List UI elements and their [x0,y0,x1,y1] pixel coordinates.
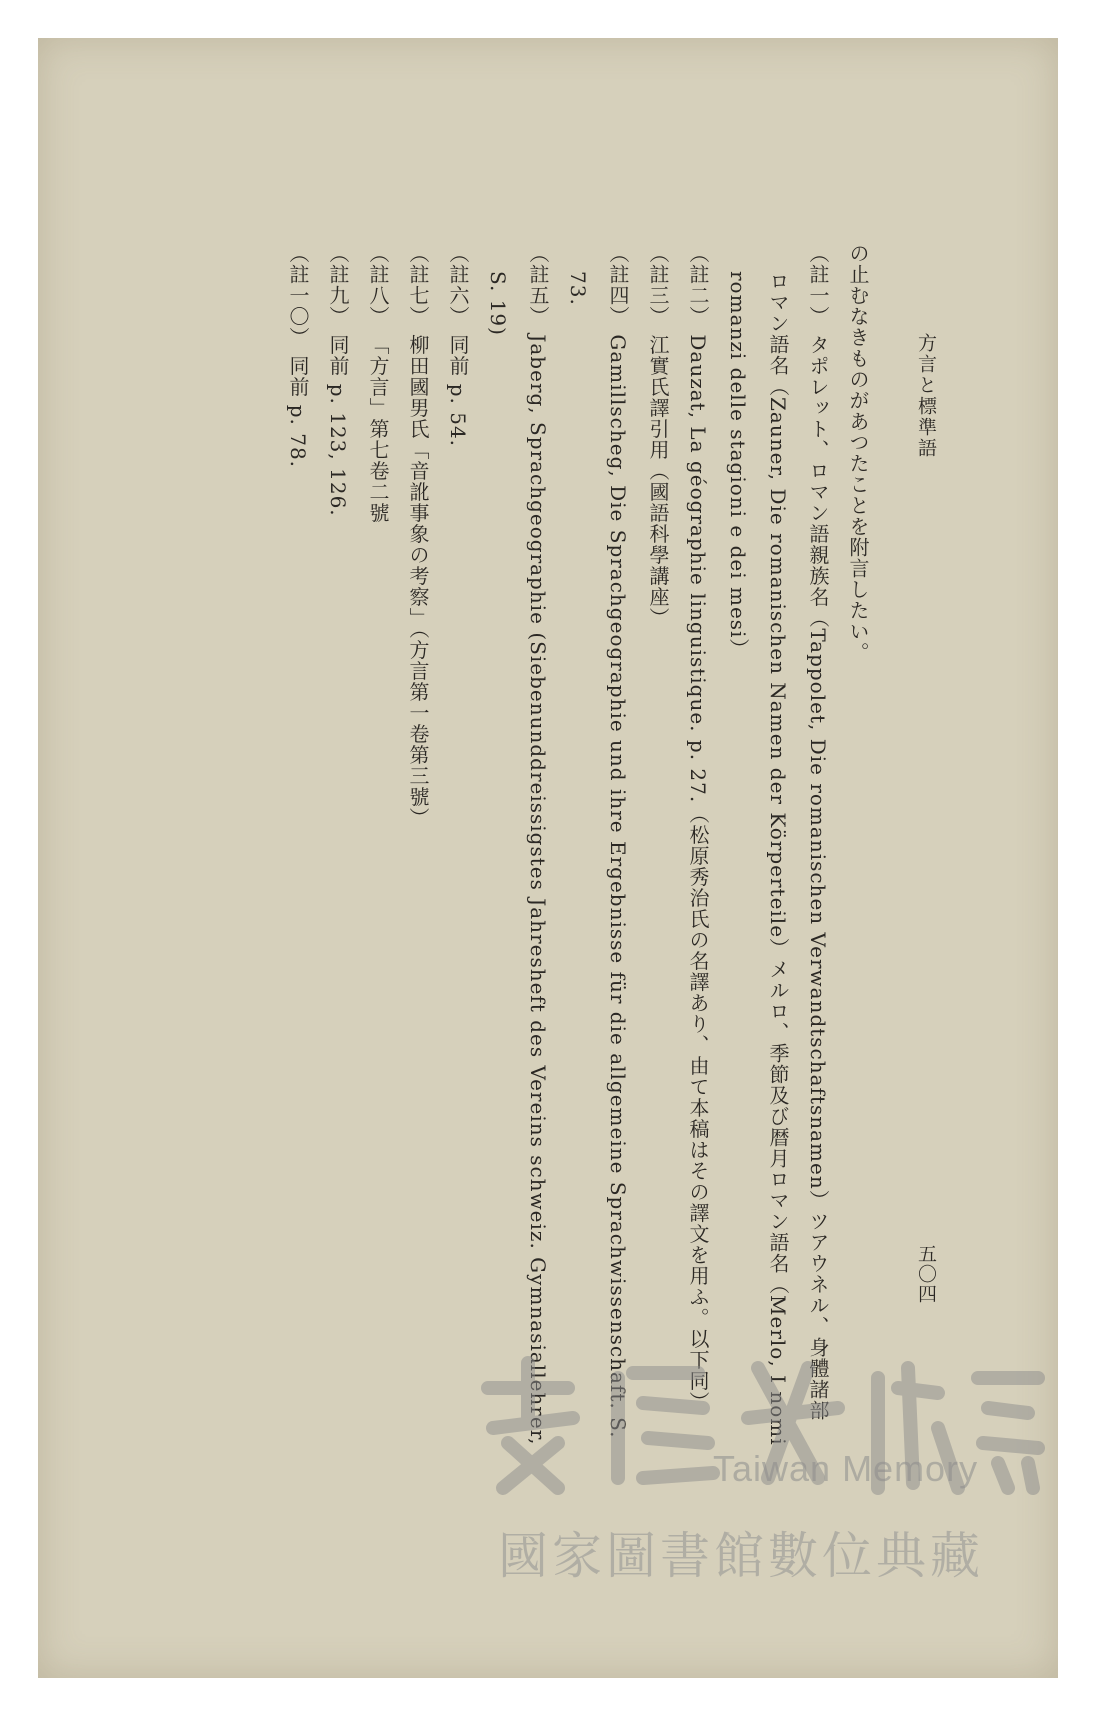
note-5-cont: S. 19) [486,271,510,336]
note-1: （註一） タポレット、ロマン語親族名（Tappolet, Die romanischen Verwandtschaftsnamen）ツアウネル、身體諸部 [806,243,830,1421]
note-5: （註五） Jaberg, Sprachgeographie (Siebenunddreissigstes Jahresheft des Vereins schweiz. Gymnasiallehrer, [526,243,550,1446]
page-number: 五〇四 [915,1244,937,1304]
note-7: （註七） 柳田國男氏「音訛事象の考察」（方言第一卷第三號） [406,243,430,829]
note-4-cont: 73. [566,271,590,306]
watermark-english: Taiwan Memory [713,1448,979,1489]
note-9: （註九） 同前 p. 123, 126. [326,243,350,517]
notes-area [218,243,870,1446]
note-2: （註二） Dauzat, La géographie linguistique. p. 27.（松原秀治氏の名譯あり、由て本稿はその譯文を用ふ。以下同） [686,243,710,1413]
body-text: の止むなきものがあつたことを附言したい。 [846,243,870,663]
scanned-page [38,38,1058,1678]
note-3: （註三） 江實氏譯引用（國語科學講座） [646,243,670,629]
running-title: 方言と標準語 [915,333,937,459]
note-10: （註一〇） 同前 p. 78. [286,243,310,469]
watermark-chinese: 國家圖書館數位典藏 [498,1527,984,1585]
note-1-cont-2: romanzi delle stagioni e dei mesi） [726,271,750,660]
note-6: （註六） 同前 p. 54. [446,243,470,448]
note-8: （註八） 「方言」第七卷二號 [366,243,390,524]
note-1-cont-1: ロマン語名（Zauner, Die romanischen Namen der Körperteile）メルロ、季節及び暦月ロマン語名（Merlo, I nomi [766,271,790,1446]
note-4: （註四） Gamillscheg, Die Sprachgeographie und ihre Ergebnisse für die allgemeine Sprachwissenschaft. S. [606,243,630,1439]
